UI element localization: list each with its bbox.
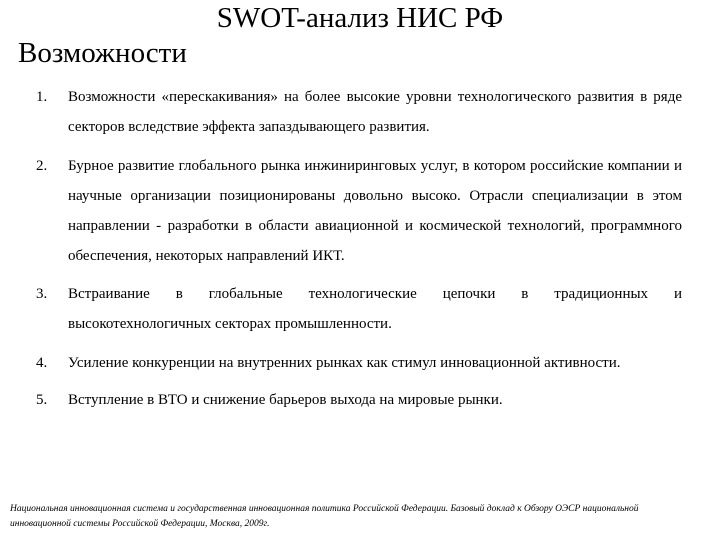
item-number: 5. [36, 392, 48, 408]
list-item [36, 82, 682, 142]
item-number: 2. [36, 158, 48, 174]
section-subtitle: Возможности [18, 37, 187, 69]
list-item [36, 279, 682, 339]
source-footnote: Национальная инновационная система и государственная инновационная политика Российской Федерации. Базовый доклад к Обзору ОЭСР национальной инновационной системы Российской Федерации, Москва, 2009г. [10, 504, 639, 529]
item-text-line-2: высокотехнологичных секторах промышленности. [68, 316, 392, 332]
list-item [36, 151, 682, 271]
list-item [36, 385, 682, 415]
item-text: Усиление конкуренции на внутренних рынках как стимул инновационной активности. [68, 355, 621, 371]
page-title: SWOT-анализ НИС РФ [216, 2, 504, 34]
opportunities-list [36, 82, 682, 415]
item-text-line-1: Встраивание в глобальные технологические цепочки в традиционных и [68, 286, 682, 302]
item-text [68, 279, 682, 339]
list-item [36, 348, 682, 378]
item-number: 1. [36, 89, 48, 105]
item-number: 4. [36, 355, 48, 371]
item-text: Вступление в ВТО и снижение барьеров выхода на мировые рынки. [68, 392, 503, 408]
item-text: Возможности «перескакивания» на более высокие уровни технологического развития в ряде секторов вследствие эффекта запаздывающего развития. [68, 89, 682, 135]
item-number: 3. [36, 286, 48, 302]
item-text: Бурное развитие глобального рынка инжиниринговых услуг, в котором российские компании и научные организации позиционированы довольно высоко. Отрасли специализации в этом направлении - разработки в области авиационной и космической технологий, программного обеспечения, некоторых направлений ИКТ. [68, 158, 682, 264]
